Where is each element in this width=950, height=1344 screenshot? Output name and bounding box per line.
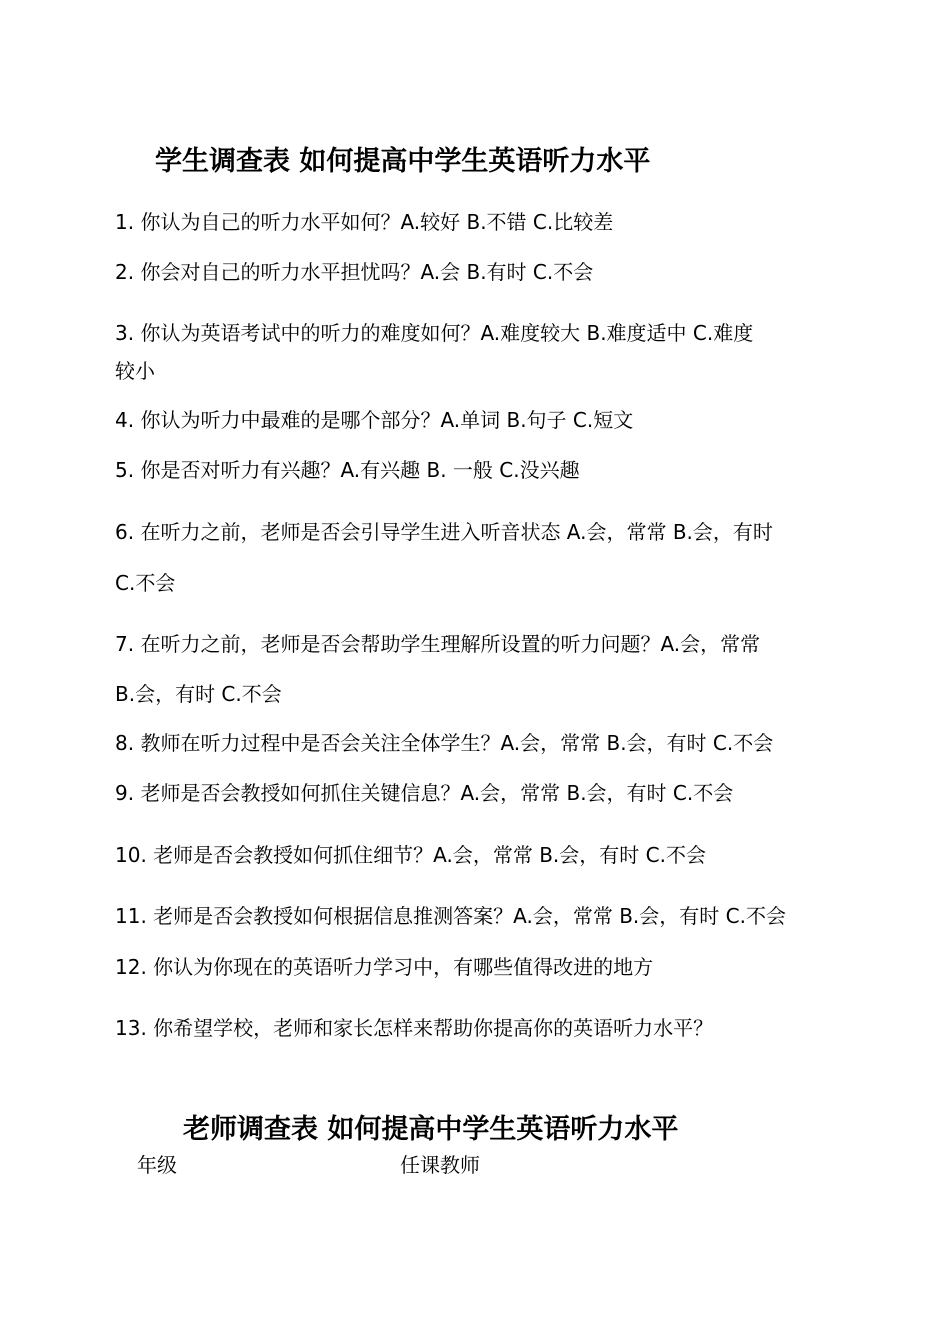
teacher-label: 任课教师	[400, 1153, 480, 1177]
teacher-survey-title: 老师调查表 如何提高中学生英语听力水平	[183, 1114, 679, 1145]
question-7-line-2: B.会，有时 C.不会	[115, 682, 282, 706]
question-6-line-2: C.不会	[115, 571, 176, 595]
question-13-line-1: 13. 你希望学校，老师和家长怎样来帮助你提高你的英语听力水平？	[115, 1016, 714, 1040]
question-11-line-1: 11. 老师是否会教授如何根据信息推测答案？A.会，常常 B.会，有时 C.不会	[115, 904, 786, 928]
question-12-line-1: 12. 你认为你现在的英语听力学习中，有哪些值得改进的地方	[115, 955, 654, 979]
question-2-line-1: 2. 你会对自己的听力水平担忧吗？A.会 B.有时 C.不会	[115, 260, 594, 284]
question-3-line-2: 较小	[115, 359, 155, 383]
question-10-line-1: 10. 老师是否会教授如何抓住细节？A.会，常常 B.会，有时 C.不会	[115, 843, 706, 867]
question-9-line-1: 9. 老师是否会教授如何抓住关键信息？A.会，常常 B.会，有时 C.不会	[115, 781, 734, 805]
question-4-line-1: 4. 你认为听力中最难的是哪个部分？A.单词 B.句子 C.短文	[115, 408, 634, 432]
question-3-line-1: 3. 你认为英语考试中的听力的难度如何？A.难度较大 B.难度适中 C.难度	[115, 321, 754, 345]
question-7-line-1: 7. 在听力之前，老师是否会帮助学生理解所设置的听力问题？A.会，常常	[115, 632, 761, 656]
grade-label: 年级	[137, 1153, 177, 1177]
question-1-line-1: 1. 你认为自己的听力水平如何？A.较好 B.不错 C.比较差	[115, 210, 614, 234]
student-survey-title: 学生调查表 如何提高中学生英语听力水平	[155, 146, 651, 177]
question-5-line-1: 5. 你是否对听力有兴趣？A.有兴趣 B. 一般 C.没兴趣	[115, 458, 580, 482]
question-6-line-1: 6. 在听力之前，老师是否会引导学生进入听音状态 A.会，常常 B.会，有时	[115, 520, 773, 544]
question-8-line-1: 8. 教师在听力过程中是否会关注全体学生？A.会，常常 B.会，有时 C.不会	[115, 731, 774, 755]
